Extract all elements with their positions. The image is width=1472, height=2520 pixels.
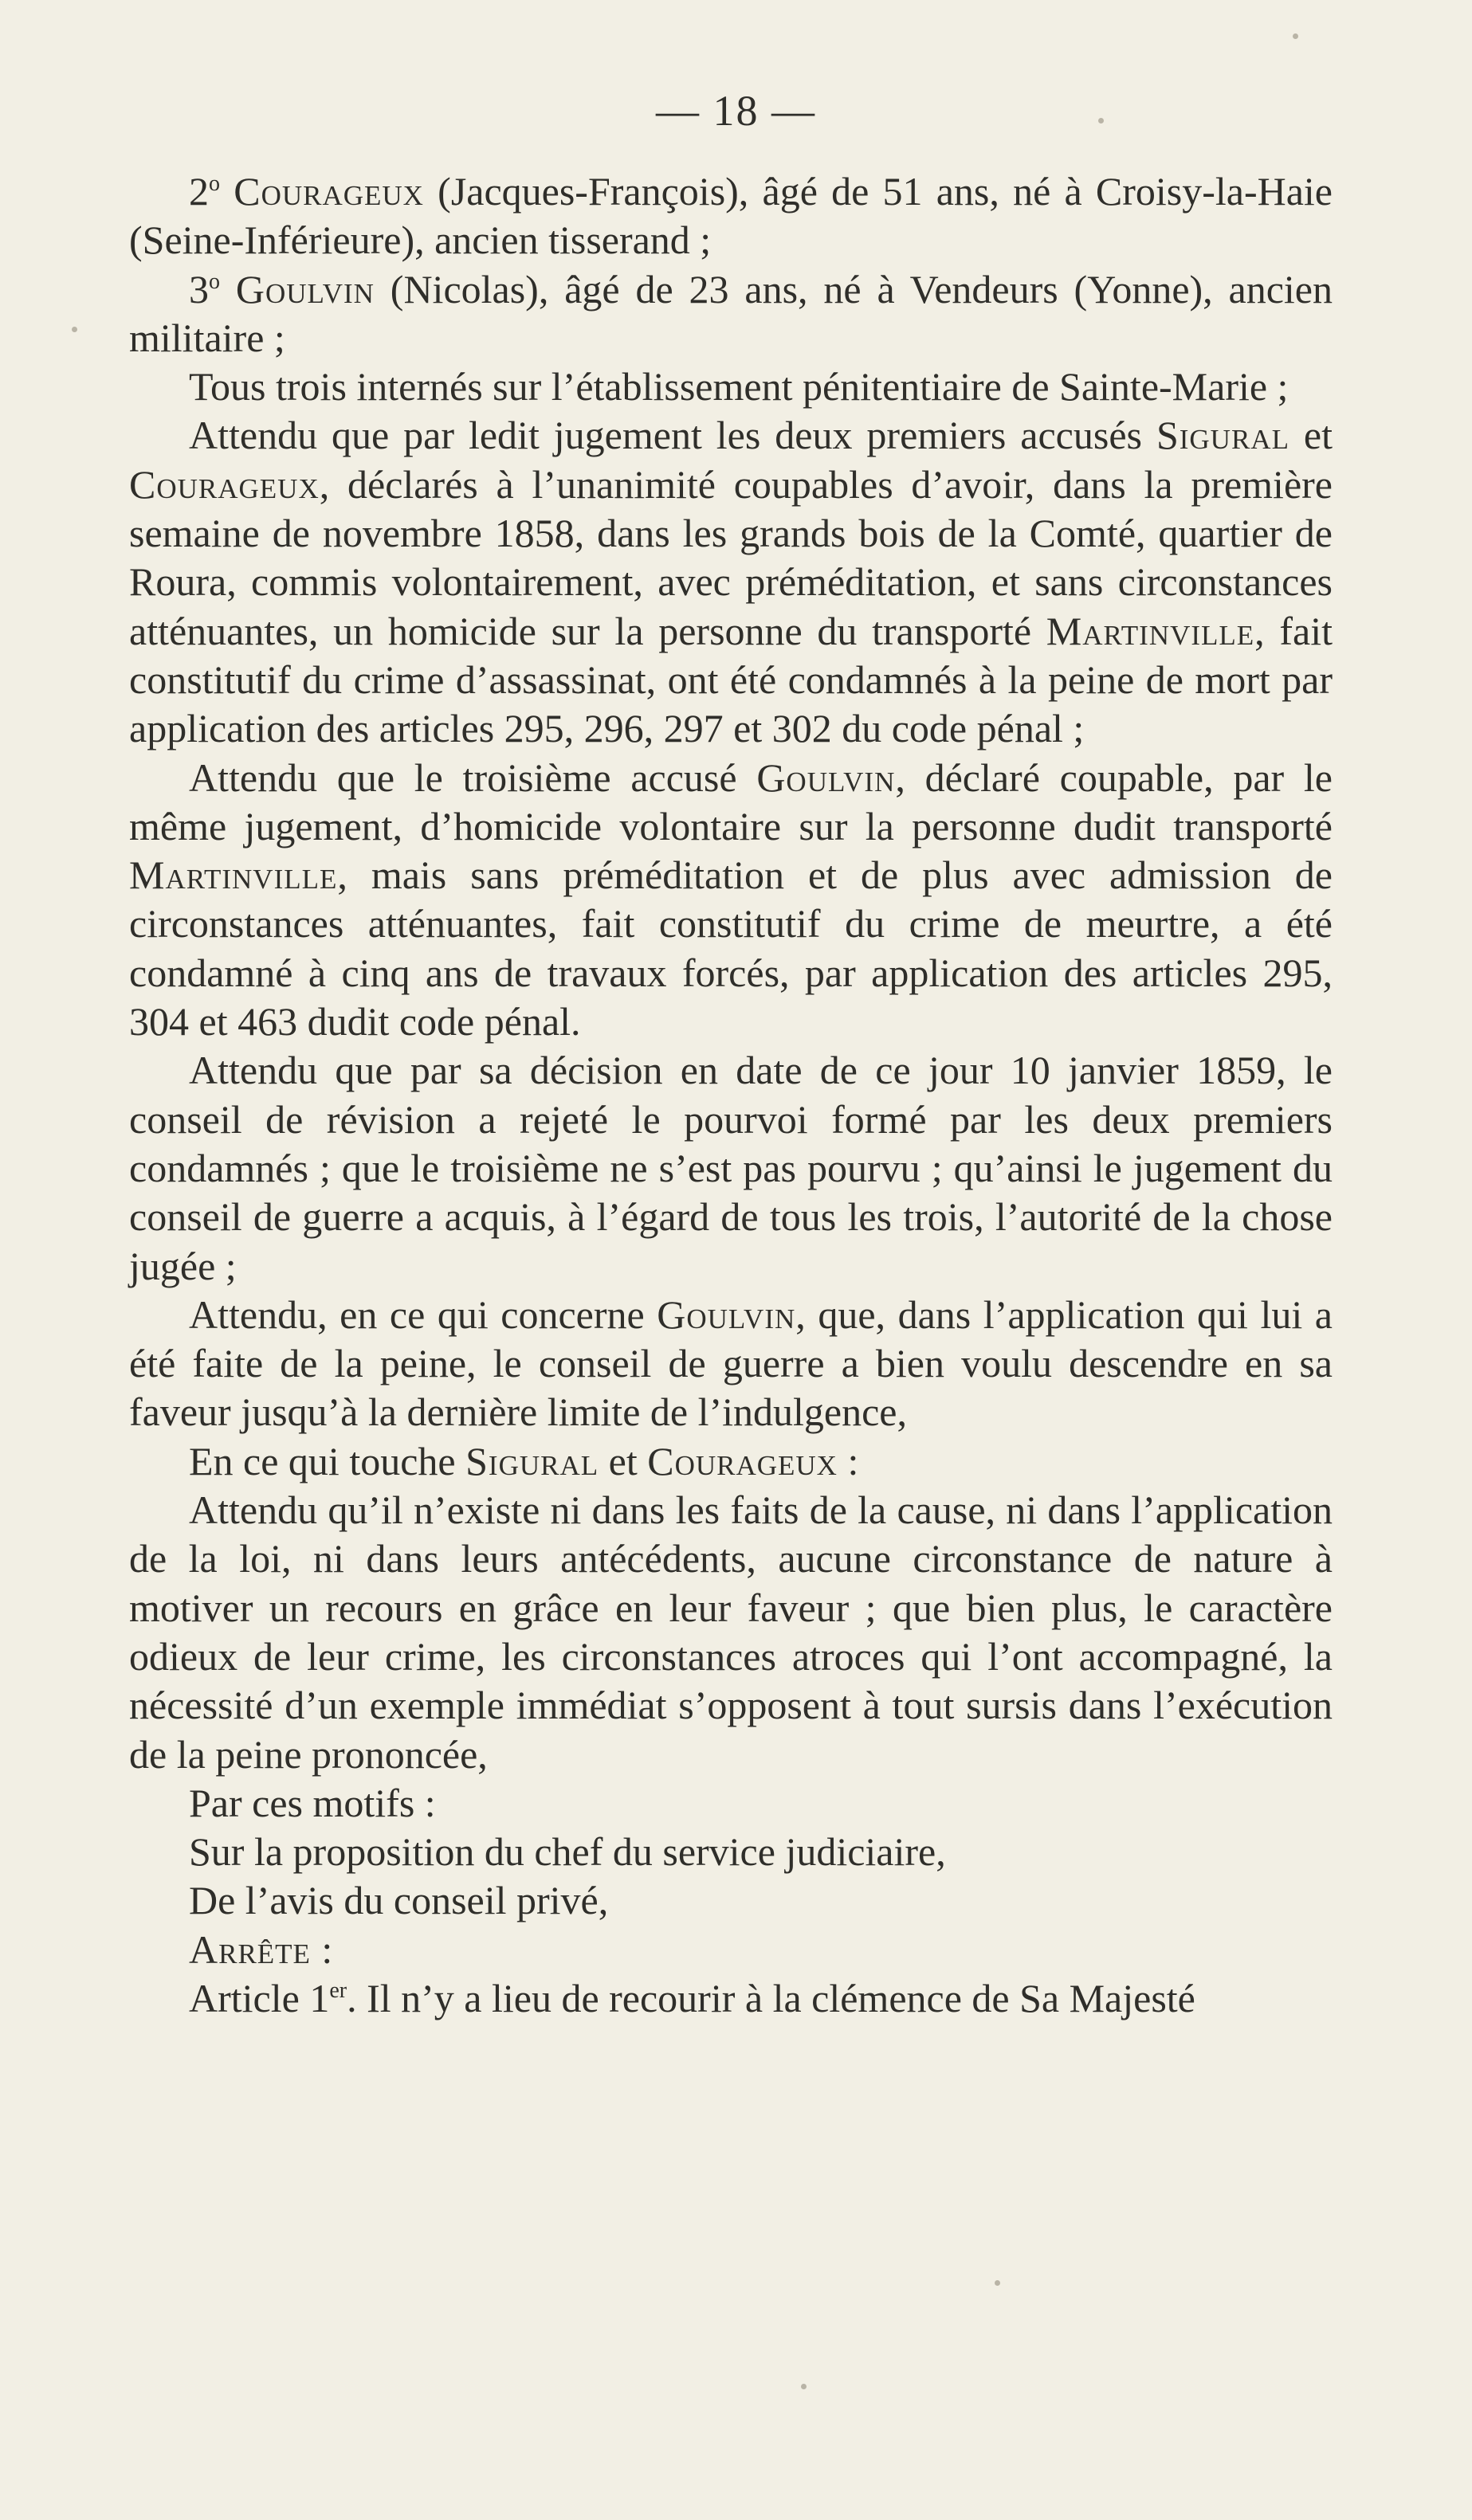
page-number: — 18 —	[656, 87, 816, 135]
paragraph-courageux	[129, 167, 1333, 265]
list-number: 2	[189, 169, 209, 214]
paper-speck	[995, 2280, 1000, 2286]
paragraph-attendu-troisieme	[129, 754, 1333, 1047]
paragraph-text: , que, dans l’application qui lui a été faite de la peine, le conseil de guerre a bien voulu descendre en sa faveur jusqu’à la dernière limite de l’indulgence,	[129, 1291, 1333, 1435]
paper-speck	[1098, 118, 1104, 123]
paragraph-text: Article 1	[189, 1975, 330, 2020]
paragraph-text: Attendu que le troisième accusé	[189, 754, 757, 800]
paragraph-text: et	[599, 1438, 648, 1483]
paragraph-avis: De l’avis du conseil privé,	[189, 1878, 609, 1923]
paragraph-attendu-recours: Attendu qu’il n’existe ni dans les faits de la cause, ni dans l’application de la loi, ni dans leurs antécédents, aucune circonstance de nature à motiver un recours en grâce en leur faveur ; que bien plus, le caractère odieux de leur crime, les circonstances atroces qui l’ont accompagné, la nécessité d’un exemple immédiat s’opposent à tout sursis dans l’exécution de la peine prononcée,	[129, 1487, 1333, 1777]
person-name: Courageux	[129, 461, 320, 507]
paragraph-text: , mais sans préméditation et de plus avec admission de circonstances atténuantes, fait constitutif du crime de meurtre, a été condamné à cinq ans de travaux forcés, par application des articles 295, 304 et 463 dudit code pénal.	[129, 852, 1333, 1044]
paragraph-par-ces-motifs: Par ces motifs :	[189, 1780, 436, 1825]
paragraph-text: , déclarés à l’unanimité coupables d’avoir, dans la première semaine de novembre 1858, dans les grands bois de la Comté, quartier de Roura, commis volontairement, avec préméditation, et sans circonstances atténuantes, un homicide sur la personne du transporté	[129, 461, 1333, 653]
ordinal-suffix: er	[329, 1977, 347, 2003]
ordinal-suffix: o	[209, 268, 220, 294]
person-name: Martinville	[1046, 608, 1255, 653]
paragraph-proposition: Sur la proposition du chef du service judiciaire,	[189, 1829, 946, 1875]
paragraph-text: Attendu, en ce qui concerne	[189, 1291, 657, 1337]
paragraph-attendu-jugement	[129, 411, 1333, 753]
paragraph-text: Attendu que par ledit jugement les deux premiers accusés	[189, 413, 1156, 458]
paragraph-text: (Jacques-François), âgé de 51 ans, né à Croisy-la-Haie (Seine-Inférieure), ancien tisserand ;	[129, 169, 1333, 263]
paragraph-text: , déclaré coupable, par le même jugement, d’homicide volontaire sur la personne dudit transporté	[129, 754, 1333, 848]
body-text	[129, 167, 1333, 2023]
person-name: Goulvin	[756, 754, 896, 800]
paragraph-text: , fait constitutif du crime d’assassinat, ont été condamnés à la peine de mort par application des articles 295, 296, 297 et 302 du code pénal ;	[129, 608, 1333, 751]
paper-speck	[801, 2384, 807, 2389]
ordinal-suffix: o	[209, 171, 220, 196]
paragraph-text: (Nicolas), âgé de 23 ans, né à Vendeurs (Yonne), ancien militaire ;	[129, 266, 1333, 360]
person-name: Martinville	[129, 852, 338, 898]
paragraph-text: En ce qui touche	[189, 1438, 466, 1483]
paragraph-goulvin	[129, 265, 1333, 363]
person-name: Courageux	[647, 1438, 838, 1483]
paper-speck	[1293, 33, 1298, 39]
paragraph-text: . Il n’y a lieu de recourir à la clémence de Sa Majesté	[347, 1975, 1195, 2020]
paper-speck	[72, 327, 77, 332]
paragraph-attendu-goulvin	[129, 1291, 1333, 1437]
paragraph-en-ce-qui-touche	[129, 1437, 1333, 1486]
person-name: Sigural	[465, 1438, 599, 1483]
heading-arrete: Arrête :	[189, 1926, 334, 1972]
person-name: Courageux	[234, 169, 424, 214]
person-name: Goulvin	[657, 1291, 796, 1337]
person-name: Sigural	[1156, 413, 1289, 458]
paragraph-text: et	[1289, 413, 1333, 458]
paragraph-internes: Tous trois internés sur l’établissement pénitentiaire de Sainte-Marie ;	[189, 364, 1289, 410]
list-number: 3	[189, 266, 209, 312]
person-name: Goulvin	[235, 266, 375, 312]
paragraph-article-1	[129, 1974, 1333, 2023]
paragraph-text: :	[837, 1438, 859, 1483]
paragraph-attendu-decision: Attendu que par sa décision en date de ce jour 10 janvier 1859, le conseil de révision a rejeté le pourvoi formé par les deux premiers condamnés ; que le troisième ne s’est pas pourvu ; qu’ainsi le jugement du conseil de guerre a acquis, à l’égard de tous les trois, l’autorité de la chose jugée ;	[129, 1048, 1333, 1288]
